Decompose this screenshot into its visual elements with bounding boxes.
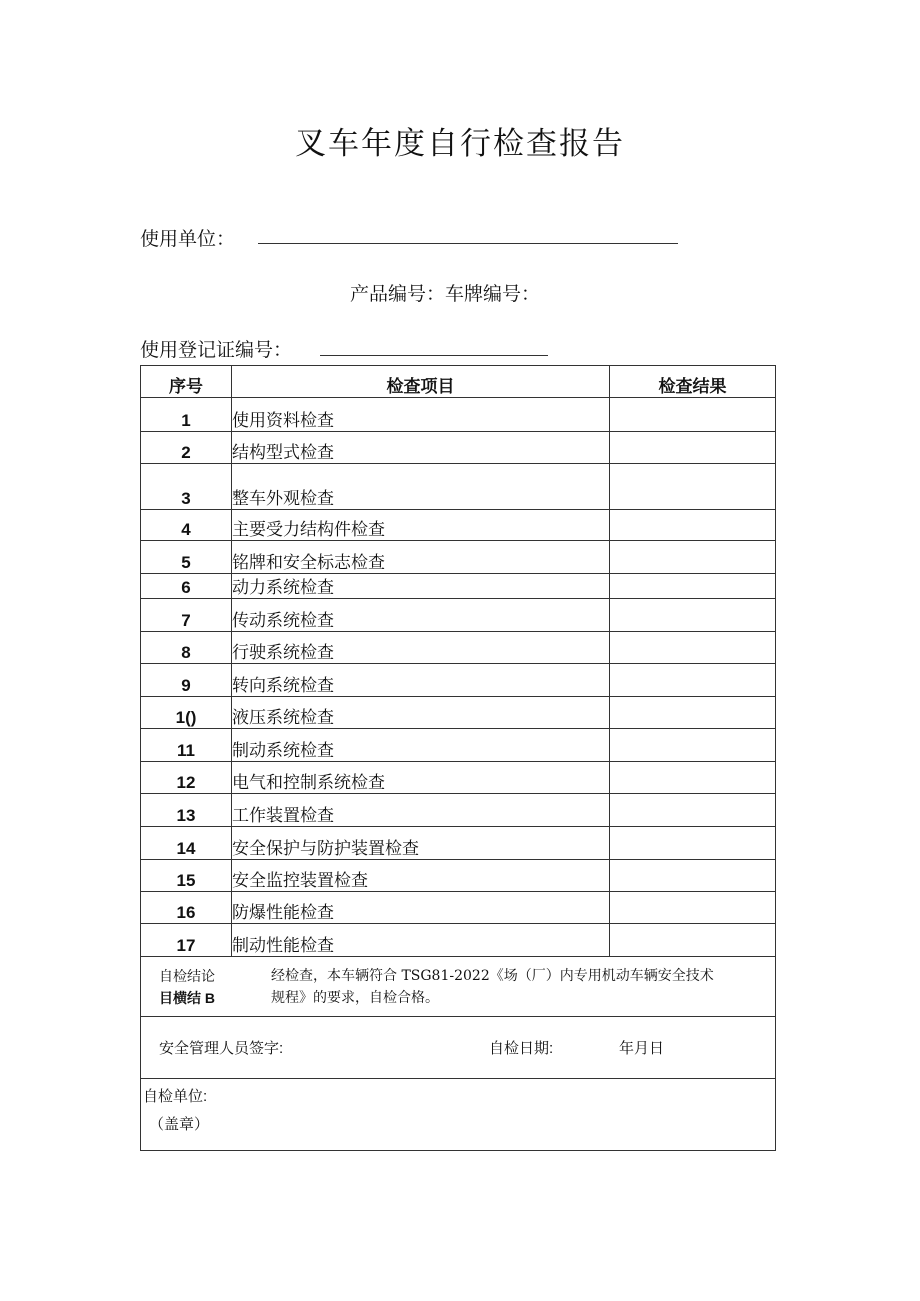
row-number: 5 [141,541,232,574]
product-plate-label: 产品编号：车牌编号： [350,283,541,305]
row-result-cell[interactable] [610,632,776,664]
table-row [141,762,776,794]
row-number: 12 [141,762,232,794]
table-row [141,827,776,860]
user-unit-underline[interactable] [258,243,678,244]
inspection-unit-label: 自检单位: [143,1088,208,1105]
row-item: 安全监控装置检查 [232,860,610,892]
col-header-item: 检查项目 [232,366,610,398]
table-row [141,892,776,924]
conclusion-text [271,965,757,1009]
inspection-date-value: 年月日 [619,1040,665,1057]
row-result-cell[interactable] [610,892,776,924]
row-number: 11 [141,729,232,762]
row-result-cell[interactable] [610,599,776,632]
row-number: 16 [141,892,232,924]
table-row [141,541,776,574]
row-item: 结构型式检查 [232,432,610,464]
user-unit-label: 使用单位： [140,228,236,250]
row-result-cell[interactable] [610,574,776,599]
table-row [141,860,776,892]
table-row [141,464,776,510]
table-row [141,794,776,827]
table-row [141,432,776,464]
table-row [141,599,776,632]
row-result-cell[interactable] [610,762,776,794]
row-result-cell[interactable] [610,664,776,697]
registration-label: 使用登记证编号： [140,339,293,361]
table-row [141,398,776,432]
inspection-unit-row [141,1079,776,1151]
col-header-result: 检查结果 [610,366,776,398]
conclusion-label [159,965,271,1009]
row-number: 7 [141,599,232,632]
row-result-cell[interactable] [610,827,776,860]
signature-row [141,1017,776,1079]
document-title: 叉车年度自行检查报告 [295,126,625,162]
stamp-label: （盖章） [149,1116,210,1133]
inspection-table [140,365,776,1151]
conclusion-row [141,957,776,1017]
row-number: 3 [141,464,232,510]
row-item: 电气和控制系统检查 [232,762,610,794]
row-item: 行驶系统检查 [232,632,610,664]
row-number: 8 [141,632,232,664]
row-item: 转向系统检查 [232,664,610,697]
signature-cell [141,1017,776,1079]
table-header-row [141,366,776,398]
row-result-cell[interactable] [610,510,776,541]
row-result-cell[interactable] [610,697,776,729]
row-number: 6 [141,574,232,599]
table-row [141,574,776,599]
row-result-cell[interactable] [610,924,776,957]
conclusion-cell [141,957,776,1017]
conclusion-text-line2: 规程》的要求，自检合格。 [271,990,439,1006]
table-row [141,697,776,729]
table-row [141,632,776,664]
row-number: 4 [141,510,232,541]
row-item: 制动性能检查 [232,924,610,957]
table-row [141,510,776,541]
row-result-cell[interactable] [610,729,776,762]
row-result-cell[interactable] [610,398,776,432]
row-item: 铭牌和安全标志检查 [232,541,610,574]
row-item: 主要受力结构件检查 [232,510,610,541]
row-result-cell[interactable] [610,860,776,892]
row-number: 14 [141,827,232,860]
row-number: 2 [141,432,232,464]
row-item: 整车外观检查 [232,464,610,510]
row-result-cell[interactable] [610,464,776,510]
row-result-cell[interactable] [610,432,776,464]
row-item: 使用资料检查 [232,398,610,432]
row-item: 工作装置检查 [232,794,610,827]
row-item: 安全保护与防护装置检查 [232,827,610,860]
inspection-unit-cell [141,1079,776,1151]
registration-underline[interactable] [320,355,548,356]
table-row [141,664,776,697]
row-item: 动力系统检查 [232,574,610,599]
row-item: 液压系统检查 [232,697,610,729]
row-result-cell[interactable] [610,794,776,827]
inspection-date-label: 自检日期: [489,1040,554,1057]
row-item: 制动系统检查 [232,729,610,762]
row-number: 1() [141,697,232,729]
row-number: 1 [141,398,232,432]
conclusion-label-line2: 目横结 B [159,990,215,1006]
col-header-no: 序号 [141,366,232,398]
row-item: 防爆性能检查 [232,892,610,924]
row-number: 17 [141,924,232,957]
row-result-cell[interactable] [610,541,776,574]
row-number: 15 [141,860,232,892]
conclusion-text-line1: 经检查，本车辆符合 TSG81-2022《场（厂）内专用机动车辆安全技术 [271,968,714,984]
manager-signature-label: 安全管理人员签字: [159,1040,284,1057]
row-item: 传动系统检查 [232,599,610,632]
conclusion-label-line1: 自检结论 [159,968,215,984]
table-row [141,729,776,762]
row-number: 13 [141,794,232,827]
table-row [141,924,776,957]
row-number: 9 [141,664,232,697]
